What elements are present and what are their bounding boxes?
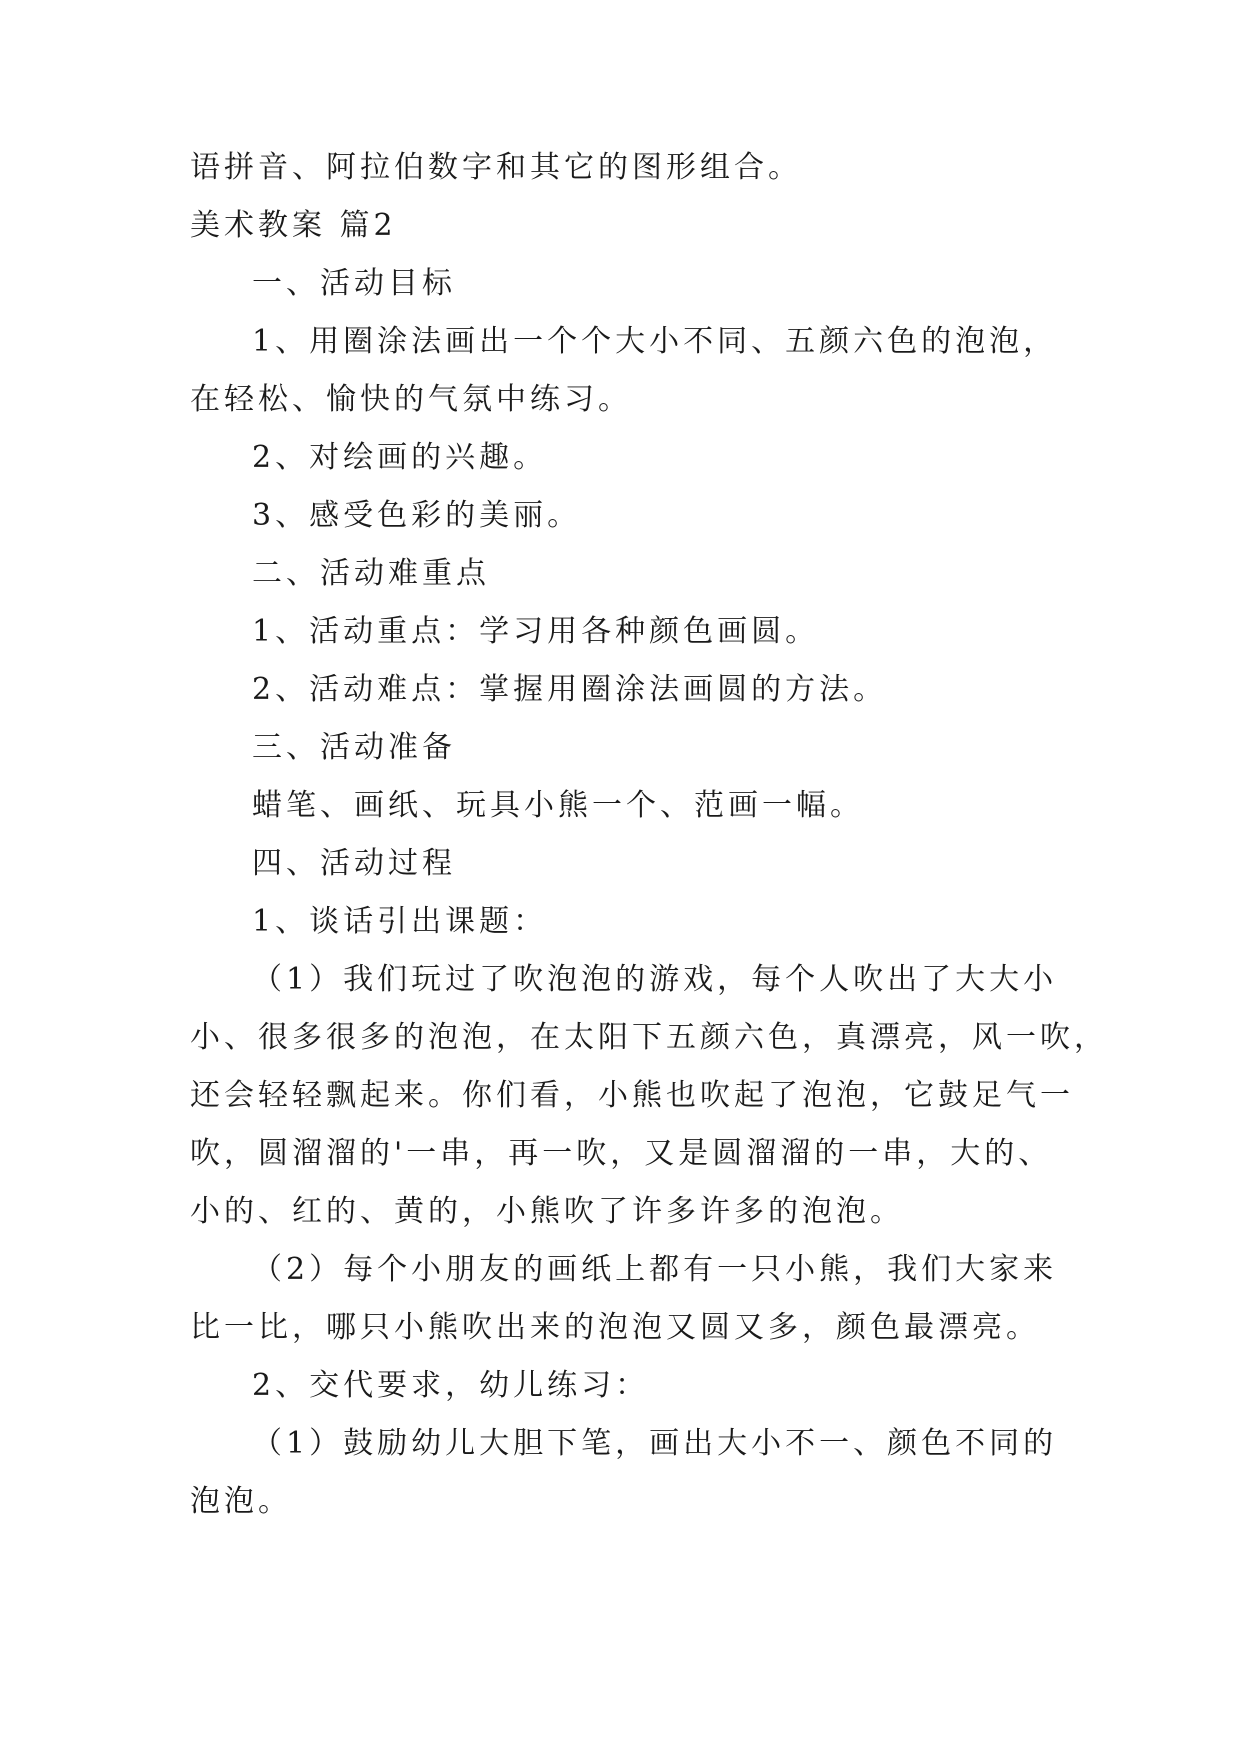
text-line: 语拼音、阿拉伯数字和其它的图形组合。 [190, 150, 802, 185]
text-line: 2、交代要求，幼儿练习： [252, 1368, 650, 1403]
subheading: 四、活动过程 [252, 846, 456, 881]
text-line: 泡泡。 [190, 1484, 292, 1519]
subheading: 二、活动难重点 [252, 556, 490, 591]
text-line: 小的、红的、黄的，小熊吹了许多许多的泡泡。 [190, 1194, 904, 1229]
subheading: 三、活动准备 [252, 730, 456, 765]
text-line: 比一比，哪只小熊吹出来的泡泡又圆又多，颜色最漂亮。 [190, 1310, 1040, 1345]
section-heading: 美术教案 篇2 [190, 208, 397, 243]
text-line: （1）我们玩过了吹泡泡的游戏，每个人吹出了大大小 [252, 962, 1058, 997]
text-line: 还会轻轻飘起来。你们看，小熊也吹起了泡泡，它鼓足气一 [190, 1078, 1074, 1113]
text-line: 1、谈话引出课题： [252, 904, 548, 939]
text-line: 1、用圈涂法画出一个个大小不同、五颜六色的泡泡， [252, 324, 1058, 359]
text-line: 在轻松、愉快的气氛中练习。 [190, 382, 632, 417]
text-line: 吹，圆溜溜的'一串，再一吹，又是圆溜溜的一串，大的、 [190, 1136, 1053, 1171]
text-line: 蜡笔、画纸、玩具小熊一个、范画一幅。 [252, 788, 864, 823]
text-line: 小、很多很多的泡泡，在太阳下五颜六色，真漂亮，风一吹， [190, 1020, 1108, 1055]
subheading: 一、活动目标 [252, 266, 456, 301]
text-line: 3、感受色彩的美丽。 [252, 498, 582, 533]
text-line: 2、对绘画的兴趣。 [252, 440, 548, 475]
text-line: 2、活动难点：掌握用圈涂法画圆的方法。 [252, 672, 888, 707]
text-line: （1）鼓励幼儿大胆下笔，画出大小不一、颜色不同的 [252, 1426, 1058, 1461]
text-line: （2）每个小朋友的画纸上都有一只小熊，我们大家来 [252, 1252, 1058, 1287]
text-line: 1、活动重点：学习用各种颜色画圆。 [252, 614, 820, 649]
